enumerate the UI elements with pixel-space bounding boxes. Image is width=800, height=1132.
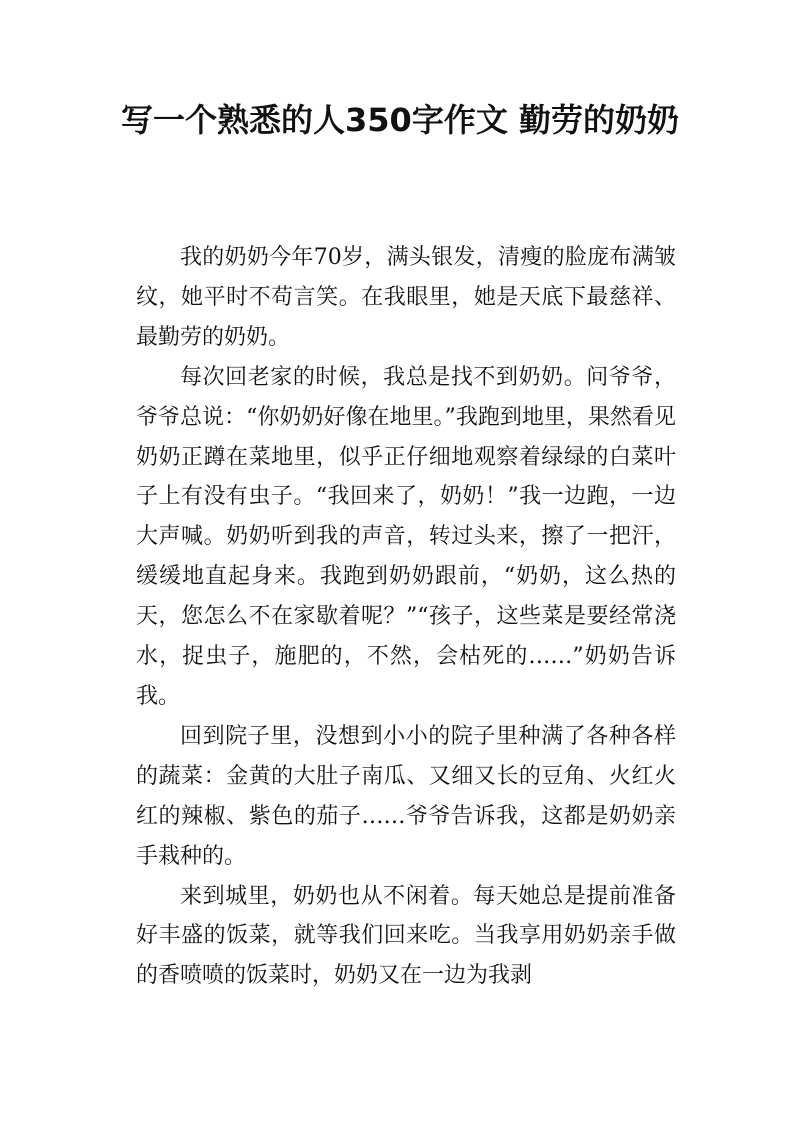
document-title: 写一个熟悉的人350字作文 勤劳的奶奶 xyxy=(121,101,679,139)
paragraph: 回到院子里，没想到小小的院子里种满了各种各样的蔬菜：金黄的大肚子南瓜、又细又长的豆角、火红火红的辣椒、紫色的茄子……爷爷告诉我，这都是奶奶亲手栽种的。 xyxy=(136,723,676,869)
paragraph: 来到城里，奶奶也从不闲着。每天她总是提前准备好丰盛的饭菜，就等我们回来吃。当我享用奶奶亲手做的香喷喷的饭菜时，奶奶又在一边为我剥 xyxy=(136,883,676,989)
document-body xyxy=(136,238,676,996)
paragraph: 我的奶奶今年70岁，满头银发，清瘦的脸庞布满皱纹，她平时不苟言笑。在我眼里，她是天底下最慈祥、最勤劳的奶奶。 xyxy=(136,245,676,350)
paragraph: 每次回老家的时候，我总是找不到奶奶。问爷爷，爷爷总说：“你奶奶好像在地里。”我跑到地里，果然看见奶奶正蹲在菜地里，似乎正仔细地观察着绿绿的白菜叶子上有没有虫子。“我回来了，奶奶！”我一边跑，一边大声喊。奶奶听到我的声音，转过头来，擦了一把汗，缓缓地直起身来。我跑到奶奶跟前，“奶奶，这么热的天，您怎么不在家歇着呢？”“孩子，这些菜是要经常浇水，捉虫子，施肥的，不然，会枯死的……”奶奶告诉我。 xyxy=(136,364,676,709)
